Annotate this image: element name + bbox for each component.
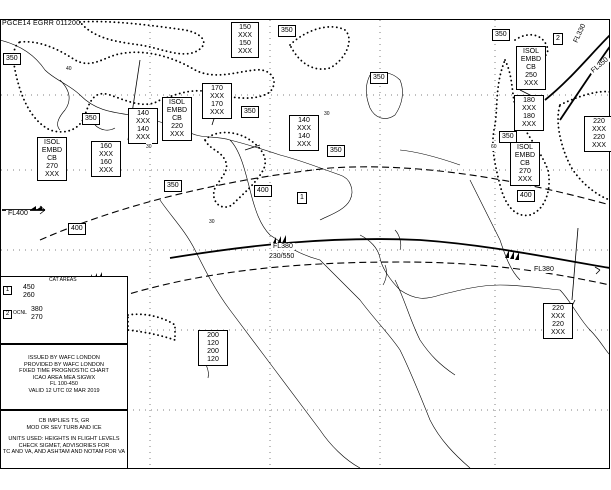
cb-label: ISOL EMBD CB 250 XXX [516,46,546,90]
tropopause-height: 350 [492,29,510,41]
note-line: CB IMPLIES TS, GR [38,418,90,424]
icing-label: 220 XXX 220 XXX [584,116,611,152]
jet-label-fl400: FL400 [8,210,28,217]
issued-line: ICAO AREA MEA SIGWX [32,374,96,381]
jet-label-fl350: FL350 [590,56,610,75]
jet-label-fl380: FL380 [273,243,293,250]
icing-label: 160 XXX 160 XXX [91,141,121,177]
note-line: CHECK SIGMET, ADVISORIES FOR [18,442,110,449]
icing-label: 220 XXX 220 XXX [543,303,573,339]
cb-label: ISOL EMBD CB 220 XXX [162,97,192,141]
cat-area-1-marker: 1 [297,192,307,204]
issued-panel [0,344,128,410]
tropopause-height: 350 [327,145,345,157]
issued-line: ISSUED BY WAFC LONDON [28,355,100,361]
notes-panel [0,410,128,469]
cb-label: ISOL EMBD CB 270 XXX [510,142,540,186]
cb-label: ISOL EMBD CB 270 XXX [37,137,67,181]
icing-label: 140 XXX 140 XXX [128,108,158,144]
cat-area-row: 2 [3,310,12,319]
icing-label: 170 XXX 170 XXX [202,83,232,119]
issued-line: FL 100-450 [50,381,78,388]
cat-areas-title: CAT AREAS [49,277,77,283]
cat-area-row: 1 [3,286,12,295]
cat-area-2-marker: 2 [553,33,563,45]
tropopause-height: 350 [278,25,296,37]
cat-area-range: 380 270 [31,306,43,321]
tropopause-height: 350 [241,106,259,118]
grid-label: 60 [491,144,497,150]
icing-label: 180 XXX 180 XXX [514,95,544,131]
issued-line: PROVIDED BY WAFC LONDON [23,361,105,368]
tropopause-height: 400 [517,190,535,202]
grid-label: 40 [66,66,72,72]
icing-label: 200 120 200 120 [198,330,228,366]
grid-label: 30 [146,144,152,150]
grid-label: 30 [209,219,215,225]
chart-header: PGCE14 EGRR 011200 [2,20,81,27]
cat-area-range: 450 260 [23,284,35,299]
tropopause-height: 350 [82,113,100,125]
grid-label: 30 [324,111,330,117]
jet-label-fl330: FL330 [572,23,588,44]
note-line: MOD OR SEV TURB AND ICE [26,424,102,431]
tropopause-height: 350 [3,53,21,65]
tropopause-height: 350 [499,131,517,143]
icing-label: 150 XXX 150 XXX [231,22,259,58]
jet-label-fl380-east: FL380 [534,266,554,273]
issued-line: VALID 12 UTC 02 MAR 2019 [28,387,100,394]
issued-line: FIXED TIME PROGNOSTIC CHART [19,368,109,375]
note-line: UNITS USED: HEIGHTS IN FLIGHT LEVELS [8,436,120,443]
jet-label-fl380-range: 230/550 [269,253,295,260]
tropopause-height: 400 [254,185,272,197]
icing-label: 140 XXX 140 XXX [289,115,319,151]
tropopause-height: 350 [370,72,388,84]
cat-area-prefix: OCNL [13,310,27,316]
tropopause-height: 350 [164,180,182,192]
note-line: TC AND VA, AND ASHTAM AND NOTAM FOR VA [2,449,126,456]
cat-areas-legend [0,276,128,344]
tropopause-height: 400 [68,223,86,235]
